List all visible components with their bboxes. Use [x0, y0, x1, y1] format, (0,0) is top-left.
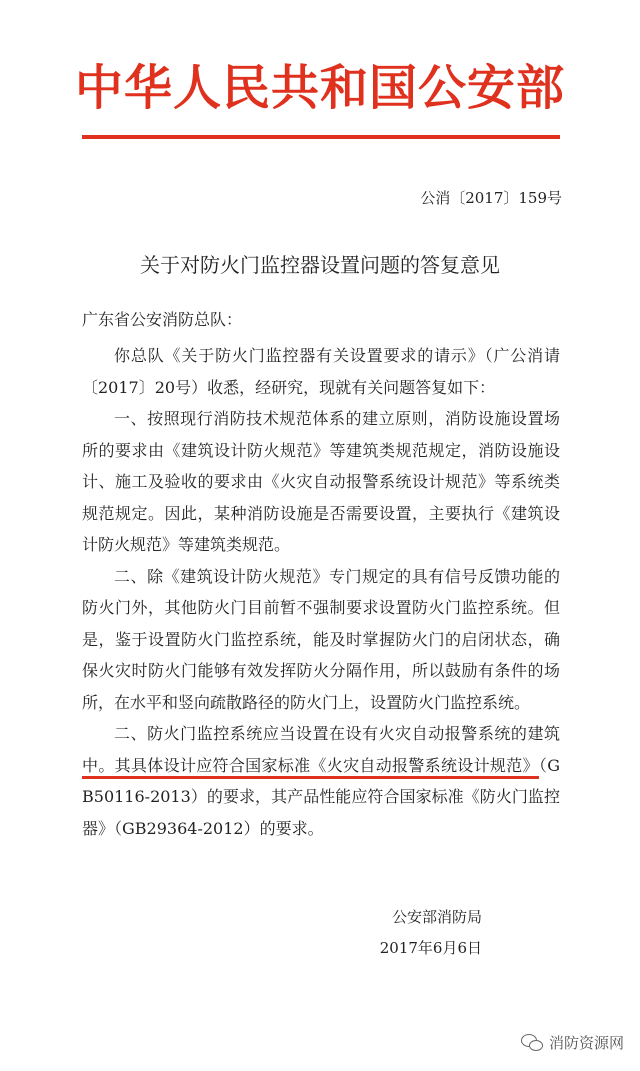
paragraph-intro: 你总队《关于防火门监控器有关设置要求的请示》（广公消请〔2017〕20号）收悉，经研究，现就有关问题答复如下：: [82, 346, 560, 397]
paragraph-point-2: 二、除《建筑设计防火规范》专门规定的具有信号反馈功能的防火门外，其他防火门目前暂不强制要求设置防火门监控系统。但是，鉴于设置防火门监控系统，能及时掌握防火门的启闭状态，确保火灾时防火门能够有效发挥防火分隔作用，所以鼓励有条件的场所，在水平和竖向疏散路径的防火门上，设置防火门监控系统。: [82, 566, 560, 712]
watermark: [521, 1032, 624, 1053]
paragraph-point-3-underlined: 中。其具体设计应符合国家标准《火灾自动报警系统设计规范》: [82, 756, 539, 779]
paragraph-point-1: 一、按照现行消防技术规范体系的建立原则，消防设施设置场所的要求由《建筑设计防火规范》等建筑类规范规定，消防设施设计、施工及验收的要求由《火灾自动报警系统设计规范》等系统类规范规定。因此，某种消防设施是否需要设置，主要执行《建筑设计防火规范》等建筑类规范。: [82, 409, 560, 554]
paragraph-point-3-tail: （GB50116-2013）的要求，其产品性能应符合国家标准《防火门监控器》（GB29364-2012）的要求。: [82, 755, 560, 838]
paragraph-point-3-lead: 二、防火门监控系统应当设置在设有火灾自动报警系统的建筑: [114, 724, 560, 743]
watermark-text: 消防资源网: [548, 1034, 624, 1052]
document-title: 关于对防火门监控器设置问题的答复意见: [140, 253, 500, 277]
signature-date: 2017年6月6日: [379, 939, 482, 957]
masthead-title: 中华人民共和国公安部: [74, 60, 565, 116]
wechat-icon: [521, 1034, 543, 1052]
document-body: [82, 340, 560, 844]
paragraph-point-3: [82, 718, 560, 844]
document-number: 公消〔2017〕159号: [420, 189, 562, 207]
addressee: 广东省公安消防总队：: [82, 310, 243, 329]
red-divider-line: [82, 135, 560, 139]
signature-issuer: 公安部消防局: [391, 908, 482, 926]
